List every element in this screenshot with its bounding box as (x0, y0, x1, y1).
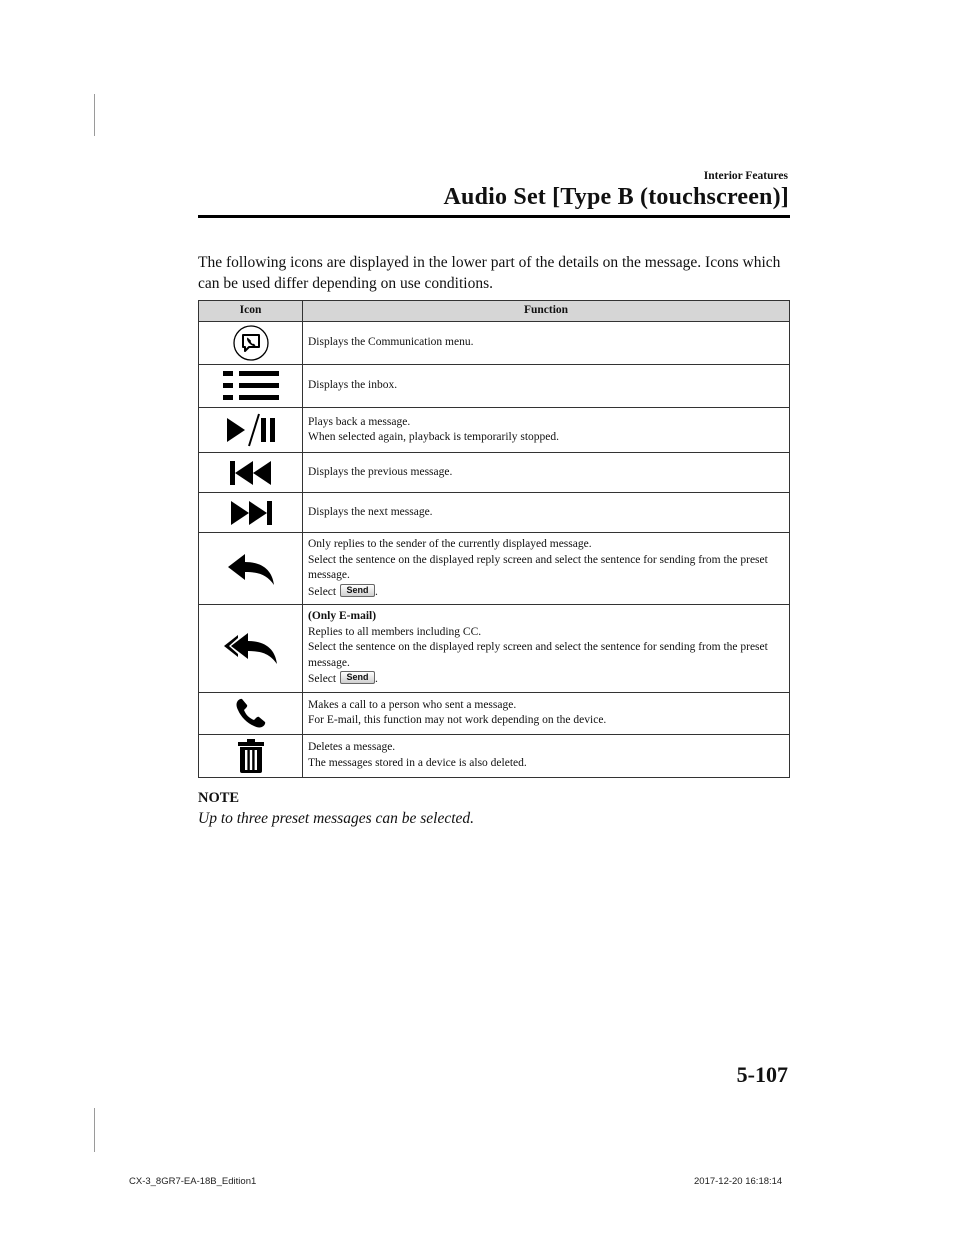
table-row (199, 453, 790, 493)
function-cell (303, 734, 790, 777)
table-row (199, 408, 790, 453)
function-text: Makes a call to a person who sent a message. (308, 698, 517, 711)
reply-all-icon (222, 630, 280, 666)
icon-cell (199, 533, 303, 605)
function-cell (303, 365, 790, 408)
table-row (199, 533, 790, 605)
play-pause-icon (223, 410, 279, 450)
select-send-line: Select Send . (308, 672, 378, 685)
table-row (199, 605, 790, 693)
icon-cell (199, 408, 303, 453)
table-row (199, 692, 790, 734)
icon-cell (199, 322, 303, 365)
function-text: Only replies to the sender of the currently displayed message. (308, 538, 592, 550)
section-label: Interior Features (703, 170, 788, 182)
function-text: Replies to all members including CC. (308, 625, 482, 638)
note-heading: NOTE (198, 790, 240, 806)
note-text: Up to three preset messages can be selected. (198, 810, 475, 827)
communication-icon (231, 323, 271, 363)
icon-cell (199, 692, 303, 734)
phone-icon (234, 696, 268, 730)
icon-cell (199, 493, 303, 533)
icon-cell (199, 365, 303, 408)
function-text: For E-mail, this function may not work depending on the device. (308, 714, 607, 726)
select-label: Select (308, 585, 337, 598)
reply-icon (225, 551, 277, 587)
function-text: Plays back a message. (308, 415, 411, 428)
table-row (199, 365, 790, 408)
function-cell (303, 322, 790, 365)
function-cell (303, 453, 790, 493)
function-text: Select the sentence on the displayed reply screen and select the sentence for sending from the preset message. (308, 553, 768, 581)
page-title: Audio Set [Type B (touchscreen)] (443, 184, 789, 210)
send-button-icon: Send (340, 584, 375, 597)
function-text: Displays the previous message. (308, 465, 453, 478)
icon-function-table (198, 300, 790, 778)
function-cell (303, 605, 790, 693)
select-send-line: Select Send . (308, 584, 378, 598)
icon-cell (199, 605, 303, 693)
icon-cell (199, 734, 303, 777)
previous-track-icon (226, 457, 276, 489)
function-text: The messages stored in a device is also deleted. (308, 756, 527, 769)
inbox-list-icon (221, 368, 281, 404)
footer-timestamp: 2017-12-20 16:18:14 (694, 1176, 783, 1187)
crop-mark (94, 1108, 95, 1152)
table-row (199, 734, 790, 777)
function-cell (303, 533, 790, 605)
trash-icon (236, 738, 266, 774)
intro-paragraph: The following icons are displayed in the lower part of the details on the message. Icons which can be used differ depending on use conditions. (198, 254, 781, 292)
function-text: Displays the Communication menu. (308, 336, 474, 349)
column-header-icon: Icon (199, 301, 303, 322)
function-text: Deletes a message. (308, 741, 396, 753)
page-number: 5-107 (736, 1062, 788, 1087)
function-subheading: (Only E-mail) (308, 610, 377, 622)
table-row (199, 322, 790, 365)
next-track-icon (226, 497, 276, 529)
select-label: Select (308, 673, 337, 685)
function-cell (303, 493, 790, 533)
function-cell (303, 692, 790, 734)
function-text: Displays the next message. (308, 505, 433, 518)
table-row (199, 493, 790, 533)
function-cell (303, 408, 790, 453)
title-rule (198, 215, 790, 218)
table-header-row (199, 301, 790, 322)
function-text: Select the sentence on the displayed reply screen and select the sentence for sending from the preset message. (308, 641, 768, 669)
send-button-icon: Send (340, 671, 375, 684)
function-text: Displays the inbox. (308, 379, 398, 392)
function-text: When selected again, playback is temporarily stopped. (308, 431, 559, 443)
footer-edition: CX-3_8GR7-EA-18B_Edition1 (129, 1176, 257, 1187)
column-header-function: Function (303, 301, 790, 322)
crop-mark (94, 94, 95, 136)
icon-cell (199, 453, 303, 493)
